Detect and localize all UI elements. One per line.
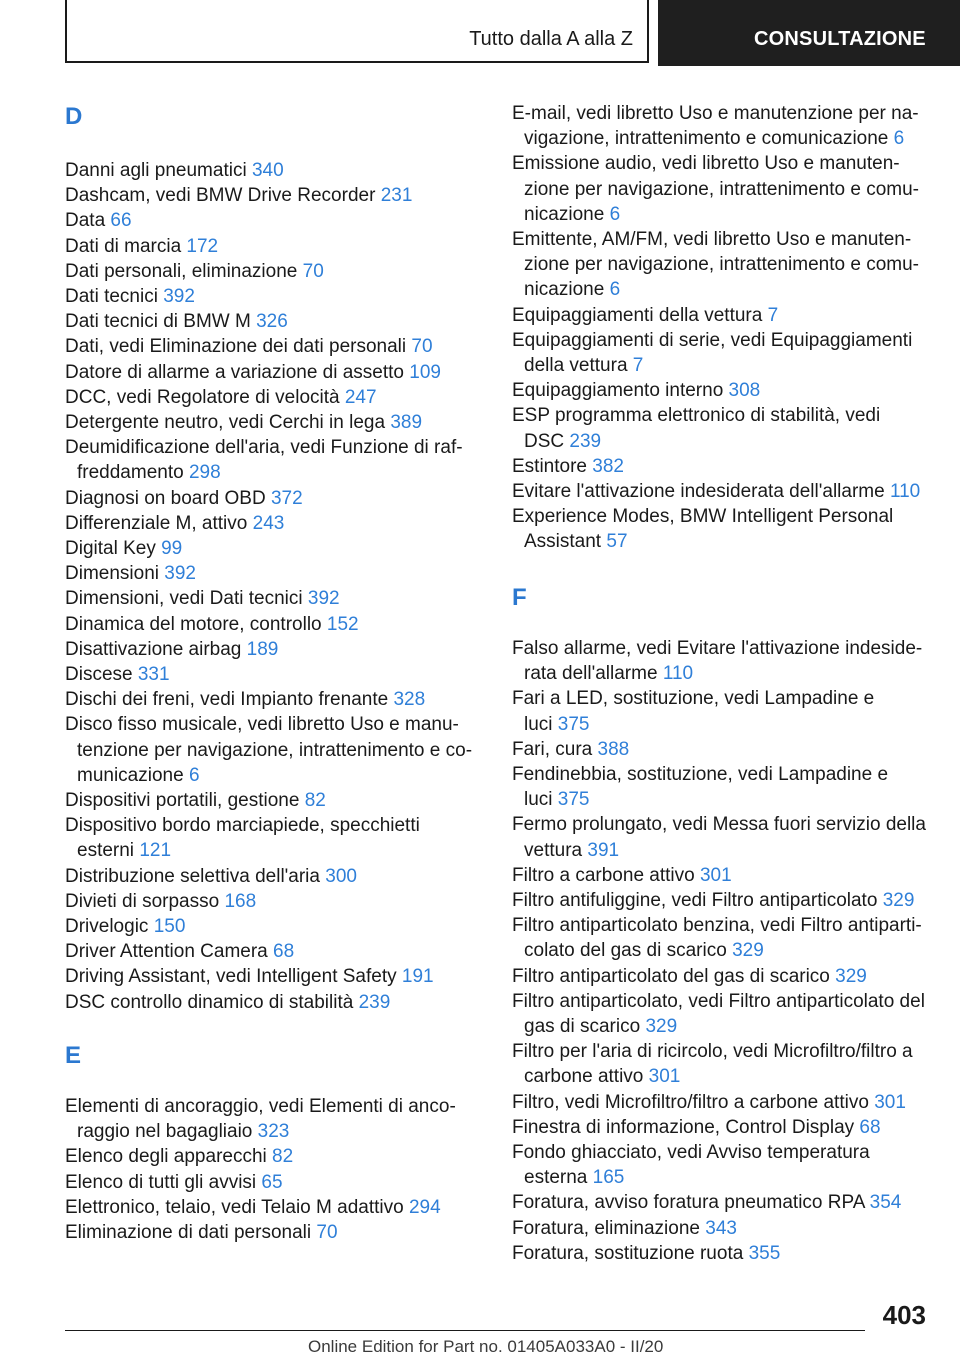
page-link[interactable]: 82 bbox=[272, 1146, 294, 1168]
entry-text: Filtro antifuliggine, vedi Filtro antiparticolato bbox=[512, 890, 883, 911]
entry-text: DCC, vedi Regolatore di velocità bbox=[65, 386, 345, 408]
page-link[interactable]: 110 bbox=[889, 481, 921, 502]
index-entry bbox=[65, 687, 497, 712]
index-letter-f: F bbox=[512, 584, 527, 611]
entry-text: Filtro antiparticolato, vedi Filtro antiparticolato del bbox=[512, 990, 925, 1012]
page-link[interactable]: 110 bbox=[662, 663, 694, 685]
entry-text: vigazione, intrattenimento e comunicazione bbox=[524, 128, 894, 150]
page-link[interactable]: 66 bbox=[110, 210, 132, 232]
entry-text: Detergente neutro, vedi Cerchi in lega bbox=[65, 412, 391, 433]
entry-text: Foratura, sostituzione ruota bbox=[512, 1242, 749, 1264]
entry-text: Equipaggiamenti della vettura bbox=[512, 304, 768, 326]
index-entry bbox=[512, 964, 944, 989]
entry-text: Elettronico, telaio, vedi Telaio M adattivo bbox=[65, 1196, 409, 1218]
index-entry bbox=[65, 1195, 497, 1220]
index-entry bbox=[65, 1220, 497, 1245]
entry-text: Emittente, AM/FM, vedi libretto Uso e manuten- bbox=[512, 229, 912, 250]
entry-text: DSC bbox=[524, 430, 570, 452]
index-entry bbox=[65, 284, 497, 309]
entry-text: tenzione per navigazione, intrattenimento e co- bbox=[77, 739, 473, 761]
entry-text: Filtro antiparticolato del gas di scarico bbox=[512, 965, 836, 987]
entry-text: Eliminazione di dati personali bbox=[65, 1222, 317, 1243]
entry-text: Datore di allarme a variazione di assetto bbox=[65, 361, 410, 383]
entry-text: luci bbox=[524, 789, 558, 811]
entry-text: della vettura bbox=[524, 355, 633, 376]
entry-text: Dashcam, vedi BMW Drive Recorder bbox=[65, 185, 381, 207]
page-link[interactable]: 329 bbox=[835, 965, 867, 987]
page-link[interactable]: 6 bbox=[188, 764, 200, 786]
index-entry bbox=[65, 183, 497, 208]
page-link[interactable]: 121 bbox=[139, 840, 172, 862]
entry-text: Dimensioni bbox=[65, 563, 165, 585]
page-link[interactable]: 382 bbox=[592, 455, 624, 477]
entry-text: esterni bbox=[77, 840, 140, 862]
page-link[interactable]: 172 bbox=[186, 235, 219, 257]
index-entry bbox=[512, 101, 944, 151]
chapter-title: CONSULTAZIONE bbox=[754, 28, 926, 50]
page-link[interactable]: 375 bbox=[557, 789, 590, 811]
index-entry bbox=[65, 889, 497, 914]
entry-text: Dischi dei freni, vedi Impianto frenante bbox=[65, 689, 394, 711]
page-link[interactable]: 301 bbox=[699, 864, 732, 886]
index-entry bbox=[65, 964, 497, 989]
page-link[interactable]: 165 bbox=[592, 1167, 625, 1189]
page-link[interactable]: 328 bbox=[393, 689, 426, 711]
index-entry bbox=[65, 360, 497, 385]
page-link[interactable]: 329 bbox=[645, 1016, 678, 1037]
index-entry bbox=[65, 309, 497, 334]
index-entry bbox=[65, 511, 497, 536]
index-entry bbox=[65, 813, 497, 863]
page-link[interactable]: 82 bbox=[304, 790, 326, 811]
index-entry bbox=[512, 454, 944, 479]
index-entry bbox=[65, 637, 497, 662]
page-link[interactable]: 340 bbox=[251, 160, 284, 181]
page-link[interactable]: 231 bbox=[380, 185, 413, 207]
index-entry bbox=[512, 328, 944, 378]
page-link[interactable]: 7 bbox=[632, 355, 644, 376]
entry-text: Filtro antiparticolato benzina, vedi Filtro antiparti- bbox=[512, 915, 922, 937]
page-link[interactable]: 388 bbox=[597, 738, 630, 760]
page-link[interactable]: 354 bbox=[869, 1192, 902, 1214]
index-entry bbox=[512, 303, 944, 328]
index-entry bbox=[512, 504, 944, 554]
index-entry bbox=[65, 662, 497, 687]
index-entry bbox=[512, 636, 944, 686]
page-link[interactable]: 343 bbox=[705, 1217, 737, 1239]
entry-text: Driver Attention Camera bbox=[65, 941, 274, 963]
entry-text: Driving Assistant, vedi Intelligent Safety bbox=[65, 966, 402, 988]
page-link[interactable]: 150 bbox=[153, 916, 186, 937]
index-entry bbox=[65, 385, 497, 410]
page-link[interactable]: 323 bbox=[257, 1121, 290, 1143]
index-entry bbox=[65, 586, 497, 611]
index-letter-d: D bbox=[65, 103, 83, 130]
entry-text: Elenco di tutti gli avvisi bbox=[65, 1171, 262, 1193]
page-link[interactable]: 294 bbox=[408, 1196, 441, 1218]
index-entry bbox=[512, 1115, 944, 1140]
entry-text: rata dell'allarme bbox=[524, 663, 663, 685]
entry-text: Discese bbox=[65, 664, 138, 685]
index-entry bbox=[65, 864, 497, 889]
page-link[interactable]: 375 bbox=[557, 713, 590, 735]
entry-text: Differenziale M, attivo bbox=[65, 512, 253, 534]
index-entry bbox=[512, 151, 944, 227]
index-entry bbox=[65, 259, 497, 284]
page-link[interactable]: 57 bbox=[606, 531, 628, 553]
entry-text: Equipaggiamento interno bbox=[512, 380, 729, 402]
entry-text: Emissione audio, vedi libretto Uso e manuten- bbox=[512, 153, 900, 175]
page-link[interactable]: 301 bbox=[648, 1066, 681, 1088]
entry-text: Experience Modes, BMW Intelligent Personal bbox=[512, 506, 894, 528]
entry-text: Falso allarme, vedi Evitare l'attivazione indeside- bbox=[512, 638, 923, 659]
index-entry bbox=[65, 561, 497, 586]
entry-text: Fari, cura bbox=[512, 738, 598, 760]
index-entry bbox=[512, 686, 944, 736]
entry-text: esterna bbox=[524, 1167, 593, 1189]
page-link[interactable]: 70 bbox=[302, 260, 324, 282]
page-link[interactable]: 298 bbox=[188, 462, 221, 484]
page-link[interactable]: 392 bbox=[164, 563, 196, 585]
index-entry bbox=[512, 812, 944, 862]
page-link[interactable]: 6 bbox=[609, 279, 621, 301]
entry-text: luci bbox=[524, 713, 558, 735]
page-link[interactable]: 70 bbox=[411, 336, 433, 358]
page-link[interactable]: 152 bbox=[326, 613, 359, 635]
index-entry bbox=[512, 1090, 944, 1115]
index-entry bbox=[65, 536, 497, 561]
entry-text: Divieti di sorpasso bbox=[65, 890, 225, 912]
entry-text: Dati tecnici bbox=[65, 286, 164, 307]
entry-text: freddamento bbox=[77, 462, 189, 484]
entry-text: Disattivazione airbag bbox=[65, 638, 247, 660]
entry-text: Danni agli pneumatici bbox=[65, 160, 252, 181]
index-entry bbox=[512, 1190, 944, 1215]
entry-text: nicazione bbox=[524, 203, 610, 225]
index-entry bbox=[65, 612, 497, 637]
entry-text: Dinamica del motore, controllo bbox=[65, 613, 327, 635]
index-entry bbox=[65, 990, 497, 1015]
page-link[interactable]: 329 bbox=[732, 940, 764, 962]
index-entry bbox=[65, 1170, 497, 1195]
entry-text: Diagnosi on board OBD bbox=[65, 487, 271, 509]
entry-text: colato del gas di scarico bbox=[524, 940, 733, 962]
entry-text: Estintore bbox=[512, 455, 593, 477]
index-entry bbox=[512, 403, 944, 453]
footer-divider bbox=[65, 1330, 865, 1331]
index-entry bbox=[512, 1216, 944, 1241]
entry-text: Filtro a carbone attivo bbox=[512, 864, 700, 886]
page-link[interactable]: 329 bbox=[882, 890, 915, 911]
page-link[interactable]: 6 bbox=[609, 203, 621, 225]
entry-text: Foratura, avviso foratura pneumatico RPA bbox=[512, 1192, 870, 1214]
page-link[interactable]: 68 bbox=[859, 1116, 881, 1138]
index-entry bbox=[65, 939, 497, 964]
entry-text: Foratura, eliminazione bbox=[512, 1217, 706, 1239]
entry-text: Dati, vedi Eliminazione dei dati personali bbox=[65, 336, 412, 358]
index-entry bbox=[65, 788, 497, 813]
entry-text: carbone attivo bbox=[524, 1066, 649, 1088]
page-link[interactable]: 70 bbox=[316, 1222, 338, 1243]
entry-text: Elenco degli apparecchi bbox=[65, 1146, 273, 1168]
page-number: 403 bbox=[882, 1300, 926, 1330]
page-link[interactable]: 326 bbox=[256, 311, 288, 333]
index-entry bbox=[512, 863, 944, 888]
page-link[interactable]: 389 bbox=[390, 412, 423, 433]
page-link[interactable]: 239 bbox=[358, 991, 391, 1013]
entry-text: raggio nel bagagliaio bbox=[77, 1121, 258, 1143]
index-entry bbox=[512, 913, 944, 963]
index-entry bbox=[65, 435, 497, 485]
entry-text: Distribuzione selettiva dell'aria bbox=[65, 865, 326, 887]
index-entry bbox=[65, 712, 497, 788]
index-entry bbox=[512, 762, 944, 812]
entry-text: Filtro, vedi Microfiltro/filtro a carbone attivo bbox=[512, 1091, 875, 1113]
index-entry bbox=[65, 158, 497, 183]
page-link[interactable]: 109 bbox=[409, 361, 441, 383]
entry-text: ESP programma elettronico di stabilità, vedi bbox=[512, 405, 881, 427]
page-link[interactable]: 243 bbox=[252, 512, 285, 534]
index-entry bbox=[65, 914, 497, 939]
index-entry bbox=[512, 888, 944, 913]
page-header bbox=[0, 0, 960, 66]
index-entry bbox=[65, 334, 497, 359]
page-link[interactable]: 247 bbox=[344, 386, 377, 408]
index-entry bbox=[512, 1039, 944, 1089]
page-link[interactable]: 392 bbox=[163, 286, 195, 307]
index-entry bbox=[65, 410, 497, 435]
page-link[interactable]: 392 bbox=[307, 588, 340, 610]
entry-text: Fendinebbia, sostituzione, vedi Lampadine e bbox=[512, 764, 889, 785]
entry-text: zione per navigazione, intrattenimento e comu- bbox=[524, 254, 920, 276]
entry-text: nicazione bbox=[524, 279, 610, 301]
index-entry bbox=[512, 378, 944, 403]
entry-text: Dispositivi portatili, gestione bbox=[65, 790, 305, 811]
entry-text: Elementi di ancoraggio, vedi Elementi di anco- bbox=[65, 1096, 456, 1117]
index-entry bbox=[512, 479, 944, 504]
entry-text: Fari a LED, sostituzione, vedi Lampadine e bbox=[512, 688, 875, 710]
index-letter-e: E bbox=[65, 1042, 82, 1069]
page-link[interactable]: 300 bbox=[325, 865, 357, 887]
page-link[interactable]: 355 bbox=[748, 1242, 781, 1264]
index-entry bbox=[512, 1241, 944, 1266]
index-entry bbox=[512, 737, 944, 762]
entry-text: Dati tecnici di BMW M bbox=[65, 311, 257, 333]
entry-text: Assistant bbox=[524, 531, 607, 553]
entry-text: Drivelogic bbox=[65, 916, 154, 937]
entry-text: Dispositivo bordo marciapiede, specchietti bbox=[65, 815, 420, 837]
entry-text: zione per navigazione, intrattenimento e comu- bbox=[524, 178, 920, 200]
entry-text: Data bbox=[65, 210, 111, 232]
page-link[interactable]: 65 bbox=[261, 1171, 283, 1193]
page-link[interactable]: 99 bbox=[161, 538, 183, 559]
index-entry bbox=[65, 1094, 497, 1144]
entry-text: E-mail, vedi libretto Uso e manutenzione per na- bbox=[512, 103, 919, 124]
page-link[interactable]: 68 bbox=[273, 941, 295, 963]
page-link[interactable]: 7 bbox=[767, 304, 779, 326]
page-link[interactable]: 191 bbox=[401, 966, 434, 988]
index-entry bbox=[65, 486, 497, 511]
index-entry bbox=[512, 1140, 944, 1190]
section-tab bbox=[65, 0, 649, 63]
entry-text: Deumidificazione dell'aria, vedi Funzione di raf- bbox=[65, 437, 463, 459]
page-link[interactable]: 168 bbox=[224, 890, 257, 912]
entry-text: Fondo ghiacciato, vedi Avviso temperatura bbox=[512, 1142, 870, 1163]
page-link[interactable]: 391 bbox=[587, 839, 620, 861]
entry-text: DSC controllo dinamico di stabilità bbox=[65, 991, 359, 1013]
entry-text: gas di scarico bbox=[524, 1016, 646, 1037]
entry-text: Dati di marcia bbox=[65, 235, 187, 257]
entry-text: Dimensioni, vedi Dati tecnici bbox=[65, 588, 308, 610]
index-entry bbox=[65, 234, 497, 259]
entry-text: Equipaggiamenti di serie, vedi Equipaggiamenti bbox=[512, 329, 913, 351]
edition-note: Online Edition for Part no. 01405A033A0 - II/20 bbox=[308, 1337, 664, 1356]
entry-text: Fermo prolungato, vedi Messa fuori servizio della bbox=[512, 814, 926, 836]
chapter-tab bbox=[658, 0, 960, 66]
page-link[interactable]: 331 bbox=[137, 664, 170, 685]
index-entry bbox=[65, 1144, 497, 1169]
page-link[interactable]: 308 bbox=[728, 380, 761, 402]
index-entry bbox=[65, 208, 497, 233]
page-link[interactable]: 301 bbox=[874, 1091, 906, 1113]
index-entry bbox=[512, 227, 944, 303]
entry-text: vettura bbox=[524, 839, 588, 861]
entry-text: municazione bbox=[77, 764, 189, 786]
page-link[interactable]: 239 bbox=[569, 430, 602, 452]
page-link[interactable]: 372 bbox=[270, 487, 303, 509]
entry-text: Finestra di informazione, Control Display bbox=[512, 1116, 860, 1138]
entry-text: Disco fisso musicale, vedi libretto Uso e manu- bbox=[65, 714, 459, 736]
entry-text: Dati personali, eliminazione bbox=[65, 260, 303, 282]
section-title: Tutto dalla A alla Z bbox=[469, 28, 633, 50]
page-link[interactable]: 189 bbox=[246, 638, 279, 660]
index-entry bbox=[512, 989, 944, 1039]
entry-text: Filtro per l'aria di ricircolo, vedi Microfiltro/filtro a bbox=[512, 1041, 913, 1063]
entry-text: Evitare l'attivazione indesiderata dell'allarme bbox=[512, 481, 890, 502]
entry-text: Digital Key bbox=[65, 538, 162, 559]
page-link[interactable]: 6 bbox=[893, 128, 905, 150]
